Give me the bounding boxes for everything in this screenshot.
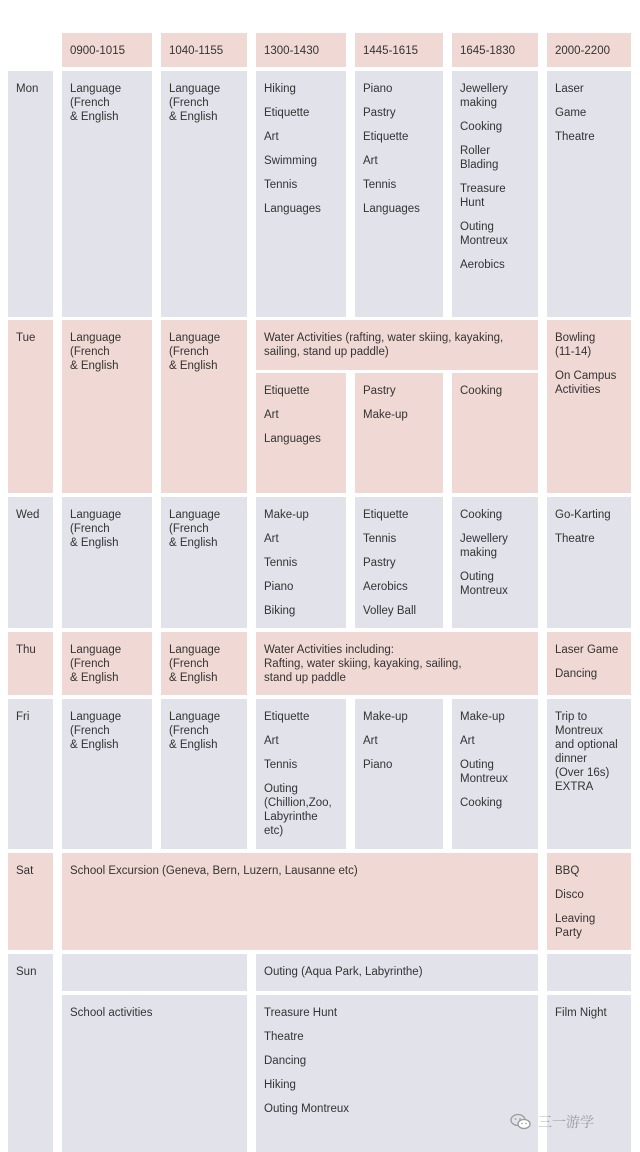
wechat-icon — [510, 1113, 532, 1131]
day-label-wed — [8, 497, 53, 628]
activity-item: Game — [555, 107, 587, 119]
activity-item: Swimming — [264, 155, 318, 167]
activity-item: Dancing — [555, 668, 598, 680]
activity-item: Jewellery making — [460, 83, 508, 109]
day-name: Mon — [16, 83, 39, 95]
activity-item: Treasure Hunt — [264, 1007, 338, 1019]
activity-item: Go-Karting — [555, 509, 611, 521]
thu-water-activities — [256, 632, 538, 695]
watermark-text: 三一游学 — [538, 1114, 594, 1130]
fri-slot-1 — [62, 699, 152, 849]
sun-morning-top — [62, 954, 247, 991]
activity-text: Language (French & English — [70, 332, 122, 372]
tue-water-activities — [256, 320, 538, 370]
activity-item: Cooking — [460, 121, 503, 133]
activity-item: Laser Game — [555, 644, 619, 656]
thu-slot-1 — [62, 632, 152, 695]
activity-item: Trip to Montreux and optional dinner (Over 16s) EXTRA — [555, 711, 618, 793]
fri-slot-5 — [452, 699, 538, 849]
activity-item: Languages — [264, 433, 321, 445]
activity-item: Theatre — [264, 1031, 304, 1043]
fri-slot-6 — [547, 699, 631, 849]
activity-item: Pastry — [363, 107, 396, 119]
activity-item: Laser — [555, 83, 584, 95]
activity-item: Pastry — [363, 557, 396, 569]
fri-slot-4 — [355, 699, 443, 849]
activity-text: School activities — [70, 1007, 153, 1019]
activity-item: Cooking — [460, 797, 503, 809]
sun-evening-top — [547, 954, 631, 991]
activity-item: Art — [264, 131, 279, 143]
activity-item: Art — [264, 409, 279, 421]
wed-slot-2 — [161, 497, 247, 628]
header-slot-5 — [452, 33, 538, 67]
activity-item: Tennis — [363, 179, 397, 191]
mon-slot-6 — [547, 71, 631, 317]
sat-excursion — [62, 853, 538, 950]
header-slot-4 — [355, 33, 443, 67]
header-label: 1445-1615 — [363, 45, 418, 57]
activity-text: Water Activities (rafting, water skiing, kayaking, sailing, stand up paddle) — [264, 332, 504, 358]
day-label-fri — [8, 699, 53, 849]
sun-outing — [256, 954, 538, 991]
activity-item: Languages — [264, 203, 321, 215]
activity-item: Biking — [264, 605, 296, 617]
activity-text: Language (French & English — [169, 332, 221, 372]
activity-text: Outing (Aqua Park, Labyrinthe) — [264, 966, 423, 978]
activity-item: Jewellery making — [460, 533, 508, 559]
activity-item: Theatre — [555, 131, 595, 143]
activity-item: Outing Montreux — [460, 221, 508, 247]
activity-item: Tennis — [363, 533, 397, 545]
activity-item: Etiquette — [264, 385, 310, 397]
day-name: Wed — [16, 509, 40, 521]
activity-item: Volley Ball — [363, 605, 417, 617]
activity-item: Treasure Hunt — [460, 183, 506, 209]
activity-text: Language (French & English — [70, 83, 122, 123]
day-label-tue — [8, 320, 53, 493]
sun-afternoon — [256, 995, 538, 1152]
tue-slot-3 — [256, 373, 346, 493]
day-name: Tue — [16, 332, 36, 344]
activity-text: Water Activities including: Rafting, water skiing, kayaking, sailing, stand up paddle — [264, 644, 462, 684]
activity-item: Hiking — [264, 1079, 296, 1091]
activity-item: Make-up — [363, 409, 408, 421]
activity-item: Roller Blading — [460, 145, 499, 171]
activity-item: Leaving Party — [555, 913, 596, 939]
activity-item: Art — [363, 735, 378, 747]
activity-item: Art — [264, 735, 279, 747]
fri-slot-3 — [256, 699, 346, 849]
activity-item: On Campus Activities — [555, 370, 617, 396]
activity-item: BBQ — [555, 865, 580, 877]
activity-item: Tennis — [264, 179, 298, 191]
activity-item: Piano — [363, 83, 393, 95]
day-label-sun — [8, 954, 53, 1152]
wed-slot-1 — [62, 497, 152, 628]
activity-item: Film Night — [555, 1007, 607, 1019]
tue-slot-6 — [547, 320, 631, 493]
mon-slot-4 — [355, 71, 443, 317]
mon-slot-1 — [62, 71, 152, 317]
header-label: 0900-1015 — [70, 45, 125, 57]
activity-item: Make-up — [264, 509, 309, 521]
activity-item: Etiquette — [264, 711, 310, 723]
activity-item: Tennis — [264, 759, 298, 771]
activity-item: Outing (Chillion,Zoo, Labyrinthe etc) — [264, 783, 332, 837]
activity-text: School Excursion (Geneva, Bern, Luzern, Lausanne etc) — [70, 865, 358, 877]
tue-slot-2 — [161, 320, 247, 493]
activity-item: Piano — [363, 759, 393, 771]
activity-item: Make-up — [363, 711, 408, 723]
activity-item: Tennis — [264, 557, 298, 569]
activity-text: Language (French & English — [70, 644, 122, 684]
activity-item: Theatre — [555, 533, 595, 545]
activity-text: Language (French & English — [169, 83, 221, 123]
tue-slot-5 — [452, 373, 538, 493]
sun-school-activities — [62, 995, 247, 1152]
day-label-mon — [8, 71, 53, 317]
activity-text: Language (French & English — [70, 711, 122, 751]
activity-item: Etiquette — [363, 131, 409, 143]
activity-item: Outing Montreux — [264, 1103, 350, 1115]
wed-slot-4 — [355, 497, 443, 628]
activity-item: Art — [460, 735, 475, 747]
day-label-thu — [8, 632, 53, 695]
activity-item: Pastry — [363, 385, 396, 397]
activity-item: Aerobics — [460, 259, 505, 271]
activity-text: Language (French & English — [169, 644, 221, 684]
header-label: 1300-1430 — [264, 45, 319, 57]
mon-slot-5 — [452, 71, 538, 317]
activity-item: Dancing — [264, 1055, 307, 1067]
header-slot-6 — [547, 33, 631, 67]
activity-item: Art — [264, 533, 279, 545]
wed-slot-5 — [452, 497, 538, 628]
day-name: Sun — [16, 966, 37, 978]
activity-item: Languages — [363, 203, 420, 215]
wed-slot-3 — [256, 497, 346, 628]
activity-item: Piano — [264, 581, 294, 593]
fri-slot-2 — [161, 699, 247, 849]
thu-slot-2 — [161, 632, 247, 695]
header-slot-1 — [62, 33, 152, 67]
activity-item: Aerobics — [363, 581, 408, 593]
day-name: Sat — [16, 865, 34, 877]
day-label-sat — [8, 853, 53, 950]
activity-item: Art — [363, 155, 378, 167]
activity-item: Hiking — [264, 83, 296, 95]
activity-text: Language (French & English — [169, 711, 221, 751]
day-name: Fri — [16, 711, 30, 723]
sat-slot-6 — [547, 853, 631, 950]
thu-slot-6 — [547, 632, 631, 695]
activity-item: Disco — [555, 889, 584, 901]
activity-text: Language (French & English — [70, 509, 122, 549]
header-slot-3 — [256, 33, 346, 67]
activity-item: Outing Montreux — [460, 571, 508, 597]
header-label: 2000-2200 — [555, 45, 610, 57]
activity-item: Cooking — [460, 509, 503, 521]
wed-slot-6 — [547, 497, 631, 628]
header-slot-2 — [161, 33, 247, 67]
header-label: 1645-1830 — [460, 45, 515, 57]
activity-item: Etiquette — [264, 107, 310, 119]
activity-item: Cooking — [460, 385, 503, 397]
tue-slot-4 — [355, 373, 443, 493]
activity-item: Outing Montreux — [460, 759, 508, 785]
watermark — [510, 1112, 594, 1132]
header-label: 1040-1155 — [169, 45, 224, 57]
activity-item: Bowling (11-14) — [555, 332, 596, 358]
activity-text: Language (French & English — [169, 509, 221, 549]
mon-slot-2 — [161, 71, 247, 317]
tue-slot-1 — [62, 320, 152, 493]
mon-slot-3 — [256, 71, 346, 317]
activity-item: Make-up — [460, 711, 505, 723]
activity-item: Etiquette — [363, 509, 409, 521]
day-name: Thu — [16, 644, 36, 656]
